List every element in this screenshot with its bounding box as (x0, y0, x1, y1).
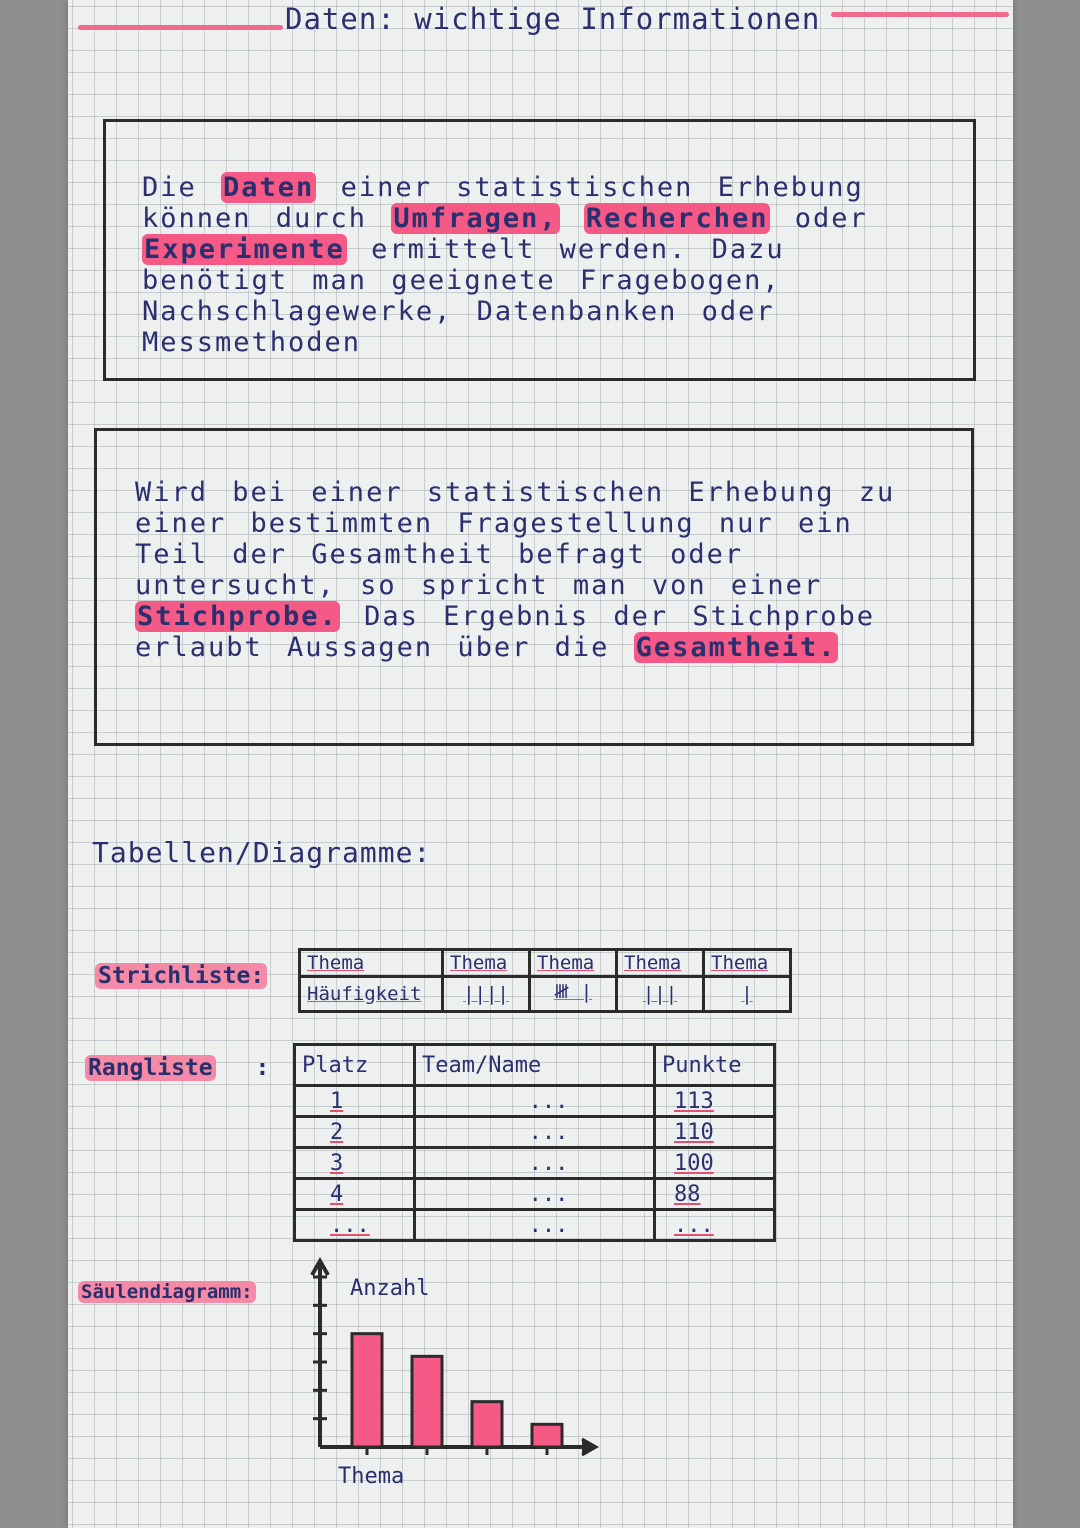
ranking-header-cell: Punkte (655, 1045, 775, 1086)
info-box-data-collection (103, 119, 976, 381)
ranking-cell: 88 (655, 1179, 775, 1210)
x-axis-label: Thema (338, 1464, 405, 1489)
bar (472, 1402, 502, 1447)
tally-header-cell: Thema (443, 950, 530, 977)
box2-highlight-3: Gesamtheit. (635, 632, 837, 663)
ranking-row (295, 1179, 775, 1210)
ranking-cell: 110 (655, 1117, 775, 1148)
ranking-cell: 2 (295, 1117, 415, 1148)
ranking-cell: ... (415, 1210, 655, 1241)
box1-text-6: oder (770, 203, 868, 234)
ranking-cell: ... (415, 1148, 655, 1179)
info-text-data-collection (142, 172, 932, 358)
ranking-cell: ... (415, 1179, 655, 1210)
tally-count-cell: ||| (617, 977, 704, 1012)
section-heading-tables-diagrams: Tabellen/Diagramme: (92, 836, 432, 869)
ranking-cell: ... (295, 1210, 415, 1241)
bar (532, 1424, 562, 1447)
box1-highlight-7: Experimente (144, 234, 345, 265)
title-underline-right (831, 12, 1009, 17)
x-axis-arrow (582, 1439, 596, 1455)
tally-row (300, 950, 791, 977)
ranking-cell: 3 (295, 1148, 415, 1179)
ranking-cell: ... (415, 1117, 655, 1148)
box1-highlight-5: Recherchen (585, 203, 769, 234)
rangliste-label: Rangliste : (85, 1055, 269, 1081)
y-axis-label: Anzahl (350, 1276, 430, 1301)
info-box-sample (94, 428, 974, 746)
box1-highlight-3: Umfragen, (393, 203, 558, 234)
ranking-row (295, 1148, 775, 1179)
ranking-row (295, 1086, 775, 1117)
page-title: Daten: wichtige Informationen (285, 2, 821, 36)
ranking-cell: 100 (655, 1148, 775, 1179)
ranking-cell: ... (655, 1210, 775, 1241)
ranking-row (295, 1210, 775, 1241)
tally-header-cell: Thema (530, 950, 617, 977)
ranking-header-cell: Team/Name (415, 1045, 655, 1086)
tally-header-cell: Thema (617, 950, 704, 977)
ranking-row (295, 1117, 775, 1148)
saeulendiagramm-label: Säulendiagramm: (78, 1278, 256, 1304)
ranking-cell: 113 (655, 1086, 775, 1117)
box1-text-8: ermittelt werden. Dazu benötigt man geeignete Fragebogen, Nachschlagewerke, Datenbanken oder Messmethoden (142, 234, 785, 358)
box1-text-4 (560, 203, 584, 234)
box2-text-2: Das Ergebnis der Stichprobe erlaubt Aussagen über die (135, 601, 875, 663)
bar (412, 1356, 442, 1447)
tally-header-cell: Thema (704, 950, 791, 977)
tally-count-cell: 𝍸 | (530, 977, 617, 1012)
strichliste-label: Strichliste: (95, 963, 267, 989)
ranking-cell: 4 (295, 1179, 415, 1210)
bar-chart (290, 1255, 620, 1500)
box1-highlight-1: Daten (223, 172, 315, 203)
tally-header-cell: Thema (300, 950, 443, 977)
ranking-table (293, 1043, 776, 1242)
box1-text-2: einer statistischen Erhebung können durch (142, 172, 864, 234)
title-underline-left (78, 25, 283, 30)
tally-count-cell: |||| (443, 977, 530, 1012)
info-text-sample (135, 477, 925, 663)
box2-text-0: Wird bei einer statistischen Erhebung zu einer bestimmten Fragestellung nur ein Teil der Gesamtheit befragt oder untersucht, so spricht man von einer (135, 477, 896, 601)
ranking-cell: 1 (295, 1086, 415, 1117)
tally-table (298, 948, 792, 1013)
ranking-header-row (295, 1045, 775, 1086)
box1-text-0: Die (142, 172, 222, 203)
box2-highlight-1: Stichprobe. (137, 601, 338, 632)
bar (352, 1334, 382, 1447)
ranking-cell: ... (415, 1086, 655, 1117)
tally-count-cell: | (704, 977, 791, 1012)
tally-count-cell: Häufigkeit (300, 977, 443, 1012)
ranking-header-cell: Platz (295, 1045, 415, 1086)
tally-row (300, 977, 791, 1012)
